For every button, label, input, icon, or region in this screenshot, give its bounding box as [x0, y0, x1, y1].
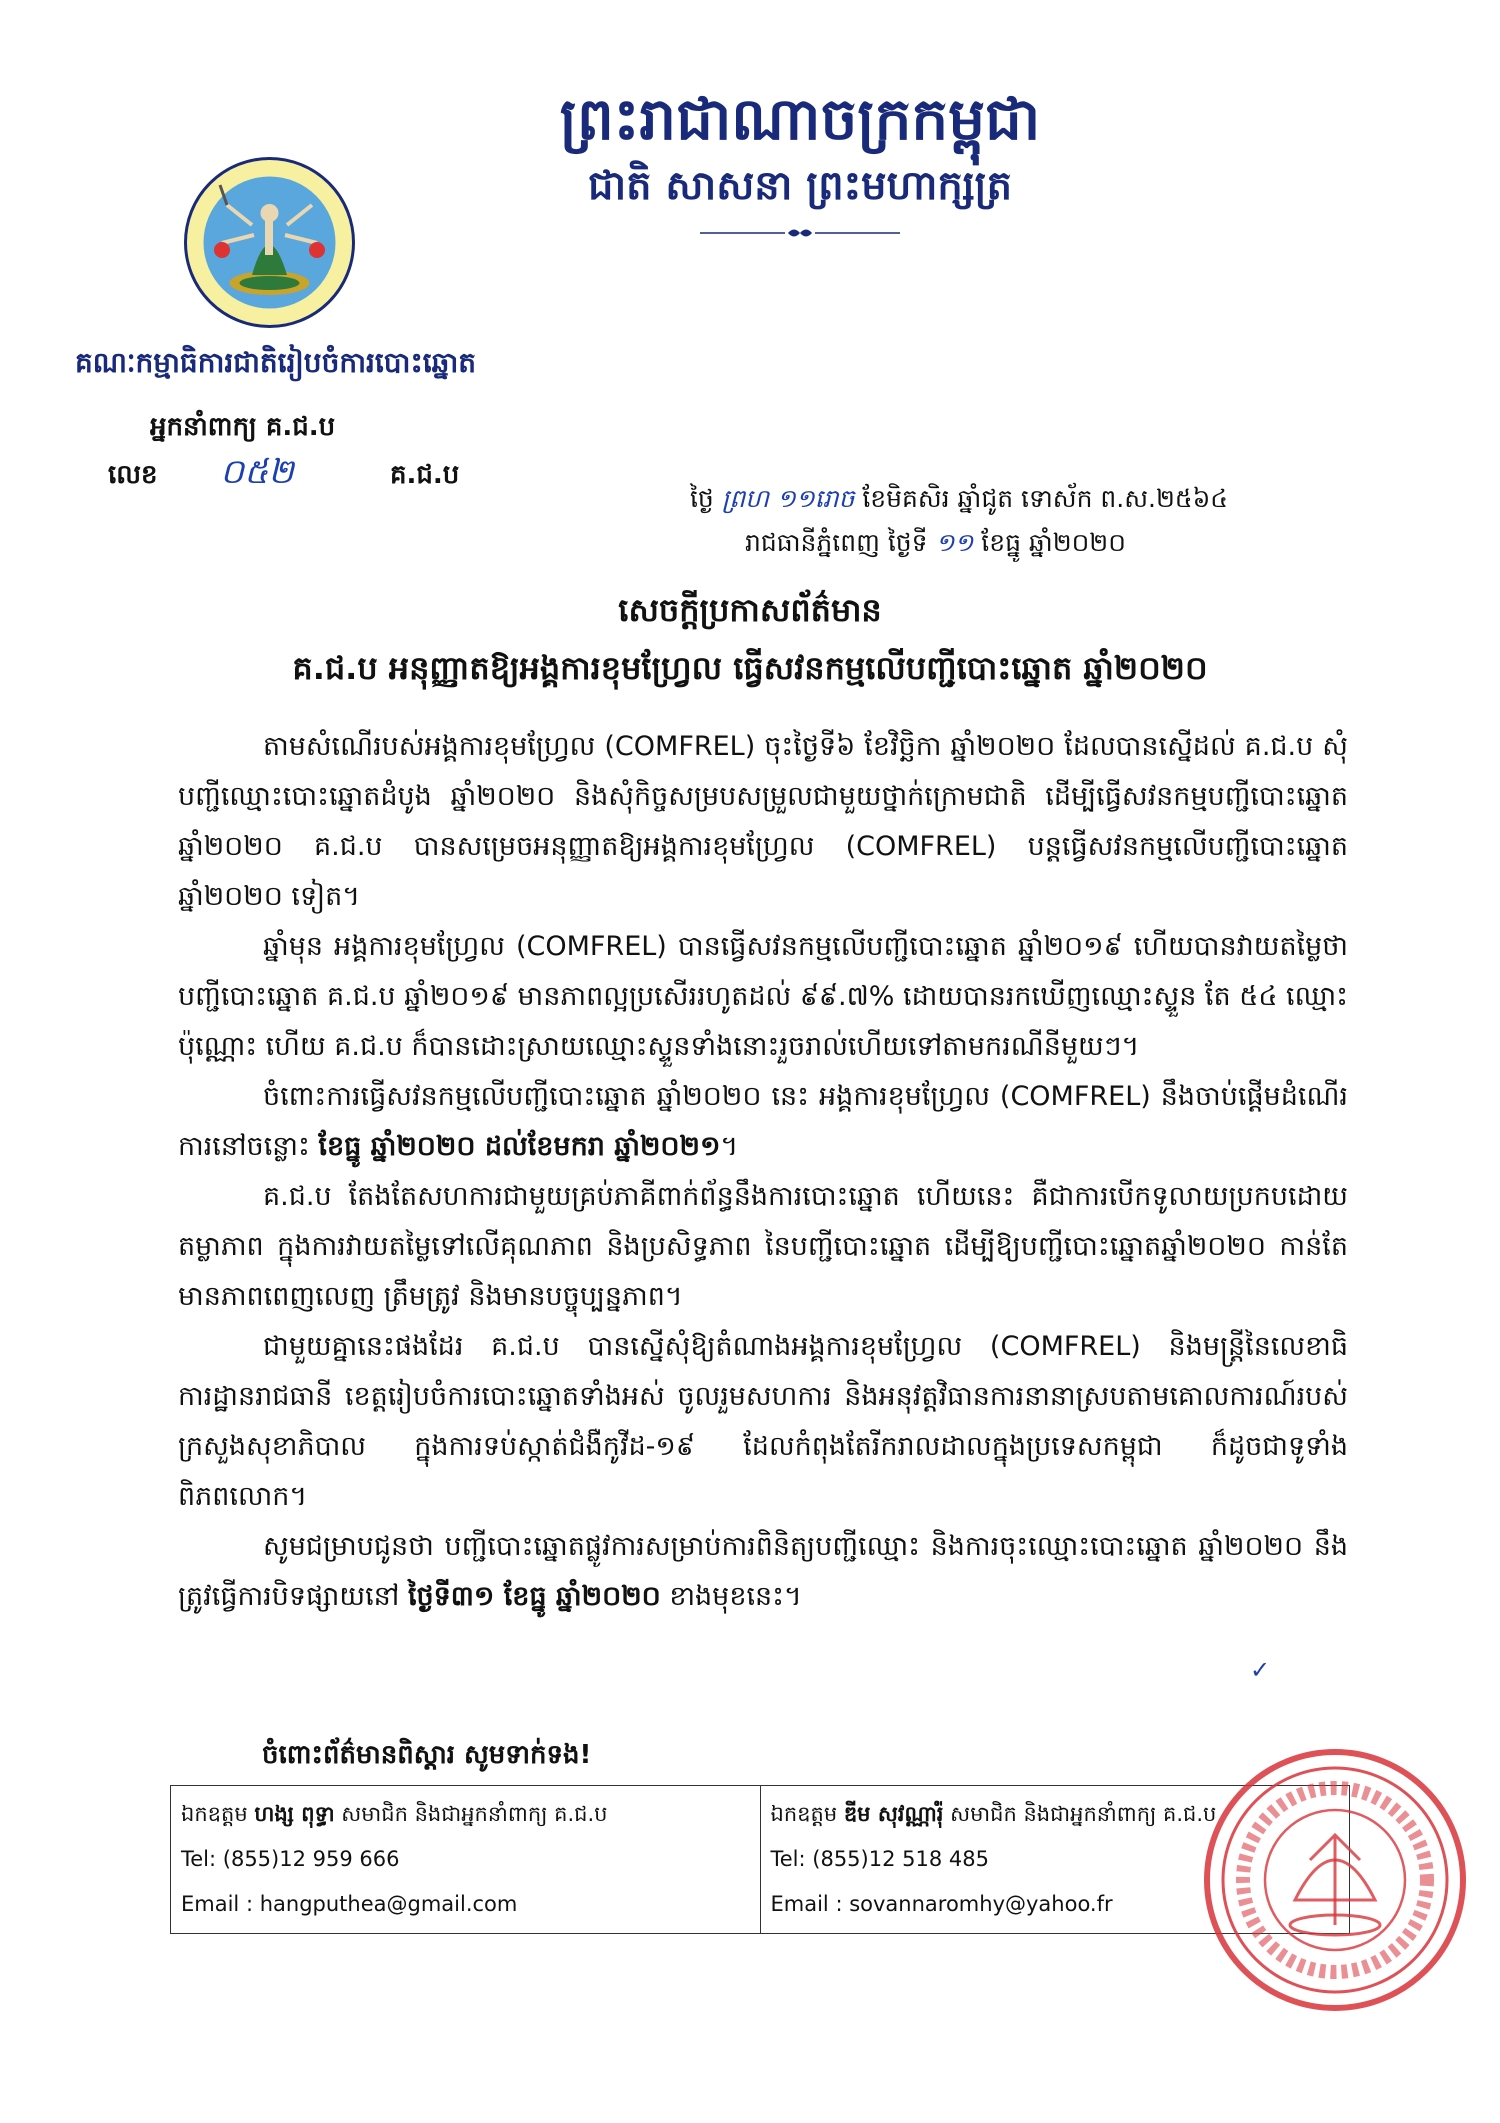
paragraph-6 [178, 1522, 1348, 1622]
paragraph-6-text: សូមជម្រាបជូនថា បញ្ជីបោះឆ្នោតផ្លូវការសម្រាប់ការពិនិត្យបញ្ជីឈ្មោះ និងការចុះឈ្មោះបោះឆ្នោត ឆ្នាំ២០២០ នឹងត្រូវធ្វើការបិទផ្សាយនៅ [178, 1531, 1348, 1612]
document-title: សេចក្តីប្រកាសព័ត៌មាន [618, 591, 882, 629]
solar-date [745, 528, 1126, 564]
contact-email[interactable]: sovannaromhy@yahoo.fr [849, 1892, 1113, 1916]
contact-card-1 [171, 1786, 761, 1934]
solar-date-day: ១១ [935, 528, 974, 557]
paragraph-6-end: ខាងមុខនេះ។ [660, 1581, 802, 1612]
lunar-date-handwritten: ព្រហ ១១រោច [721, 484, 855, 513]
contact-email-label: Email : [770, 1892, 843, 1916]
paragraph-3-bold: ខែធ្នូ ឆ្នាំ២០២០ ដល់ខែមករា ឆ្នាំ២០២១ [318, 1131, 721, 1162]
paragraph-2: ឆ្នាំមុន អង្គការខុមហ្វ្រែល (COMFREL) បានធ្វើសវនកម្មលើបញ្ជីបោះឆ្នោត ឆ្នាំ២០១៩ ហើយបានវាយតម្លៃថា បញ្ជីបោះឆ្នោត គ.ជ.ប ឆ្នាំ២០១៩ មានភាពល្អប្រសើររហូតដល់ ៩៩.៧% ដោយបានរកឃើញឈ្មោះស្ទួន តែ ៥៤ ឈ្មោះប៉ុណ្ណោះ ហើយ គ.ជ.ប ក៏បានដោះស្រាយឈ្មោះស្ទួនទាំងនោះរួចរាល់ហើយទៅតាមករណីនីមួយៗ។ [178, 931, 1349, 1062]
solar-date-rest: ខែធ្នូ ឆ្នាំ២០២០ [981, 528, 1126, 557]
paragraph-3-end: ។ [720, 1131, 739, 1162]
contact-title: ឯកឧត្តម [770, 1802, 838, 1826]
document-subtitle: គ.ជ.ប អនុញ្ញាតឱ្យអង្គការខុមហ្វ្រែល ធ្វើសវនកម្មលើបញ្ជីបោះឆ្នោត ឆ្នាំ២០២០ [292, 649, 1208, 687]
office-name: អ្នកនាំពាក្យ គ.ជ.ប [150, 412, 336, 442]
contact-tel: Tel: (855)12 518 485 [770, 1847, 989, 1871]
paragraph-5: ជាមួយគ្នានេះផងដែរ គ.ជ.ប បានស្នើសុំឱ្យតំណាងអង្គការខុមហ្វ្រែល (COMFREL) និងមន្ត្រីនៃលេខាធិការដ្ឋានរាជធានី ខេត្តរៀបចំការបោះឆ្នោតទាំងអស់ ចូលរួមសហការ និងអនុវត្តវិធានការនានាស្របតាមគោលការណ៍របស់ក្រសួងសុខាភិបាល ក្នុងការទប់ស្កាត់ជំងឺកូវីដ-១៩ ដែលកំពុងតែរីករាលដាលក្នុងប្រទេសកម្ពុជា ក៏ដូចជាទូទាំងពិភពលោក។ [178, 1331, 1348, 1512]
ornament-divider [700, 226, 900, 240]
reference-label: លេខ [108, 460, 158, 490]
solar-date-prefix: រាជធានីភ្នំពេញ ថ្ងៃទី [745, 528, 928, 557]
handwritten-initial: ✓ [1250, 1656, 1271, 1684]
official-seal [1185, 1740, 1475, 2020]
kingdom-title: ព្រះរាជាណាចក្រកម្ពុជា [559, 85, 1041, 153]
contact-name: ឌីម សុវណ្ណារ៉ុំ [843, 1802, 944, 1826]
contact-email-line [181, 1882, 750, 1927]
contact-tel: Tel: (855)12 959 666 [181, 1847, 400, 1871]
contact-title: ឯកឧត្តម [181, 1802, 248, 1826]
lunar-date [690, 484, 1228, 520]
national-motto: ជាតិ សាសនា ព្រះមហាក្សត្រ [588, 163, 1012, 209]
contact-role: សមាជិក និងជាអ្នកនាំពាក្យ គ.ជ.ប [950, 1802, 1217, 1826]
contact-role: សមាជិក និងជាអ្នកនាំពាក្យ គ.ជ.ប [341, 1802, 608, 1826]
document-body [178, 722, 1348, 1622]
lunar-date-prefix: ថ្ងៃ [690, 484, 714, 513]
paragraph-3-text: ចំពោះការធ្វើសវនកម្មលើបញ្ជីបោះឆ្នោត ឆ្នាំ២០២០ នេះ អង្គការខុមហ្វ្រែល (COMFREL) នឹងចាប់ផ្តើមដំណើរការនៅចន្លោះ [178, 1081, 1348, 1162]
paragraph-3 [178, 1072, 1348, 1172]
paragraph-1: តាមសំណើរបស់អង្គការខុមហ្វ្រែល (COMFREL) ចុះថ្ងៃទី៦ ខែវិច្ឆិកា ឆ្នាំ២០២០ ដែលបានស្នើដល់ គ.ជ.ប សុំបញ្ជីឈ្មោះបោះឆ្នោតដំបូង ឆ្នាំ២០២០ និងសុំកិច្ចសម្របសម្រួលជាមួយថ្នាក់ក្រោមជាតិ ដើម្បីធ្វើសវនកម្មបញ្ជីបោះឆ្នោត ឆ្នាំ២០២០ គ.ជ.ប បានសម្រេចអនុញ្ញាតឱ្យអង្គការខុមហ្វ្រែល (COMFREL) បន្តធ្វើសវនកម្មលើបញ្ជីបោះឆ្នោត ឆ្នាំ២០២០ ទៀត។ [178, 731, 1348, 912]
contacts-table [170, 1785, 1350, 1934]
reference-number: ០៥២ [220, 452, 294, 492]
organization-name: គណៈកម្មាធិការជាតិរៀបចំការបោះឆ្នោត [75, 346, 477, 379]
contact-email-label: Email : [181, 1892, 254, 1916]
nec-logo [182, 155, 357, 330]
lunar-date-rest: ខែមិគសិរ ឆ្នាំជូត ទោស័ក ព.ស.២៥៦៤ [862, 484, 1228, 513]
contact-name-line [181, 1792, 750, 1837]
closing-line: ចំពោះព័ត៌មានពិស្តារ សូមទាក់ទង! [262, 1740, 592, 1770]
reference-suffix: គ.ជ.ប [390, 460, 460, 490]
contact-name: ហង្ស ពុទ្ធា [254, 1802, 335, 1826]
contact-email[interactable]: hangputhea@gmail.com [259, 1892, 518, 1916]
paragraph-4: គ.ជ.ប តែងតែសហការជាមួយគ្រប់ភាគីពាក់ព័ន្ធនឹងការបោះឆ្នោត ហើយនេះ គឺជាការបើកទូលាយប្រកបដោយតម្លាភាព ក្នុងការវាយតម្លៃទៅលើគុណភាព និងប្រសិទ្ធភាព នៃបញ្ជីបោះឆ្នោត ដើម្បីឱ្យបញ្ជីបោះឆ្នោតឆ្នាំ២០២០ កាន់តែមានភាពពេញលេញ ត្រឹមត្រូវ និងមានបច្ចុប្បន្នភាព។ [178, 1181, 1348, 1312]
paragraph-6-bold: ថ្ងៃទី៣១ ខែធ្នូ ឆ្នាំ២០២០ [407, 1581, 661, 1612]
